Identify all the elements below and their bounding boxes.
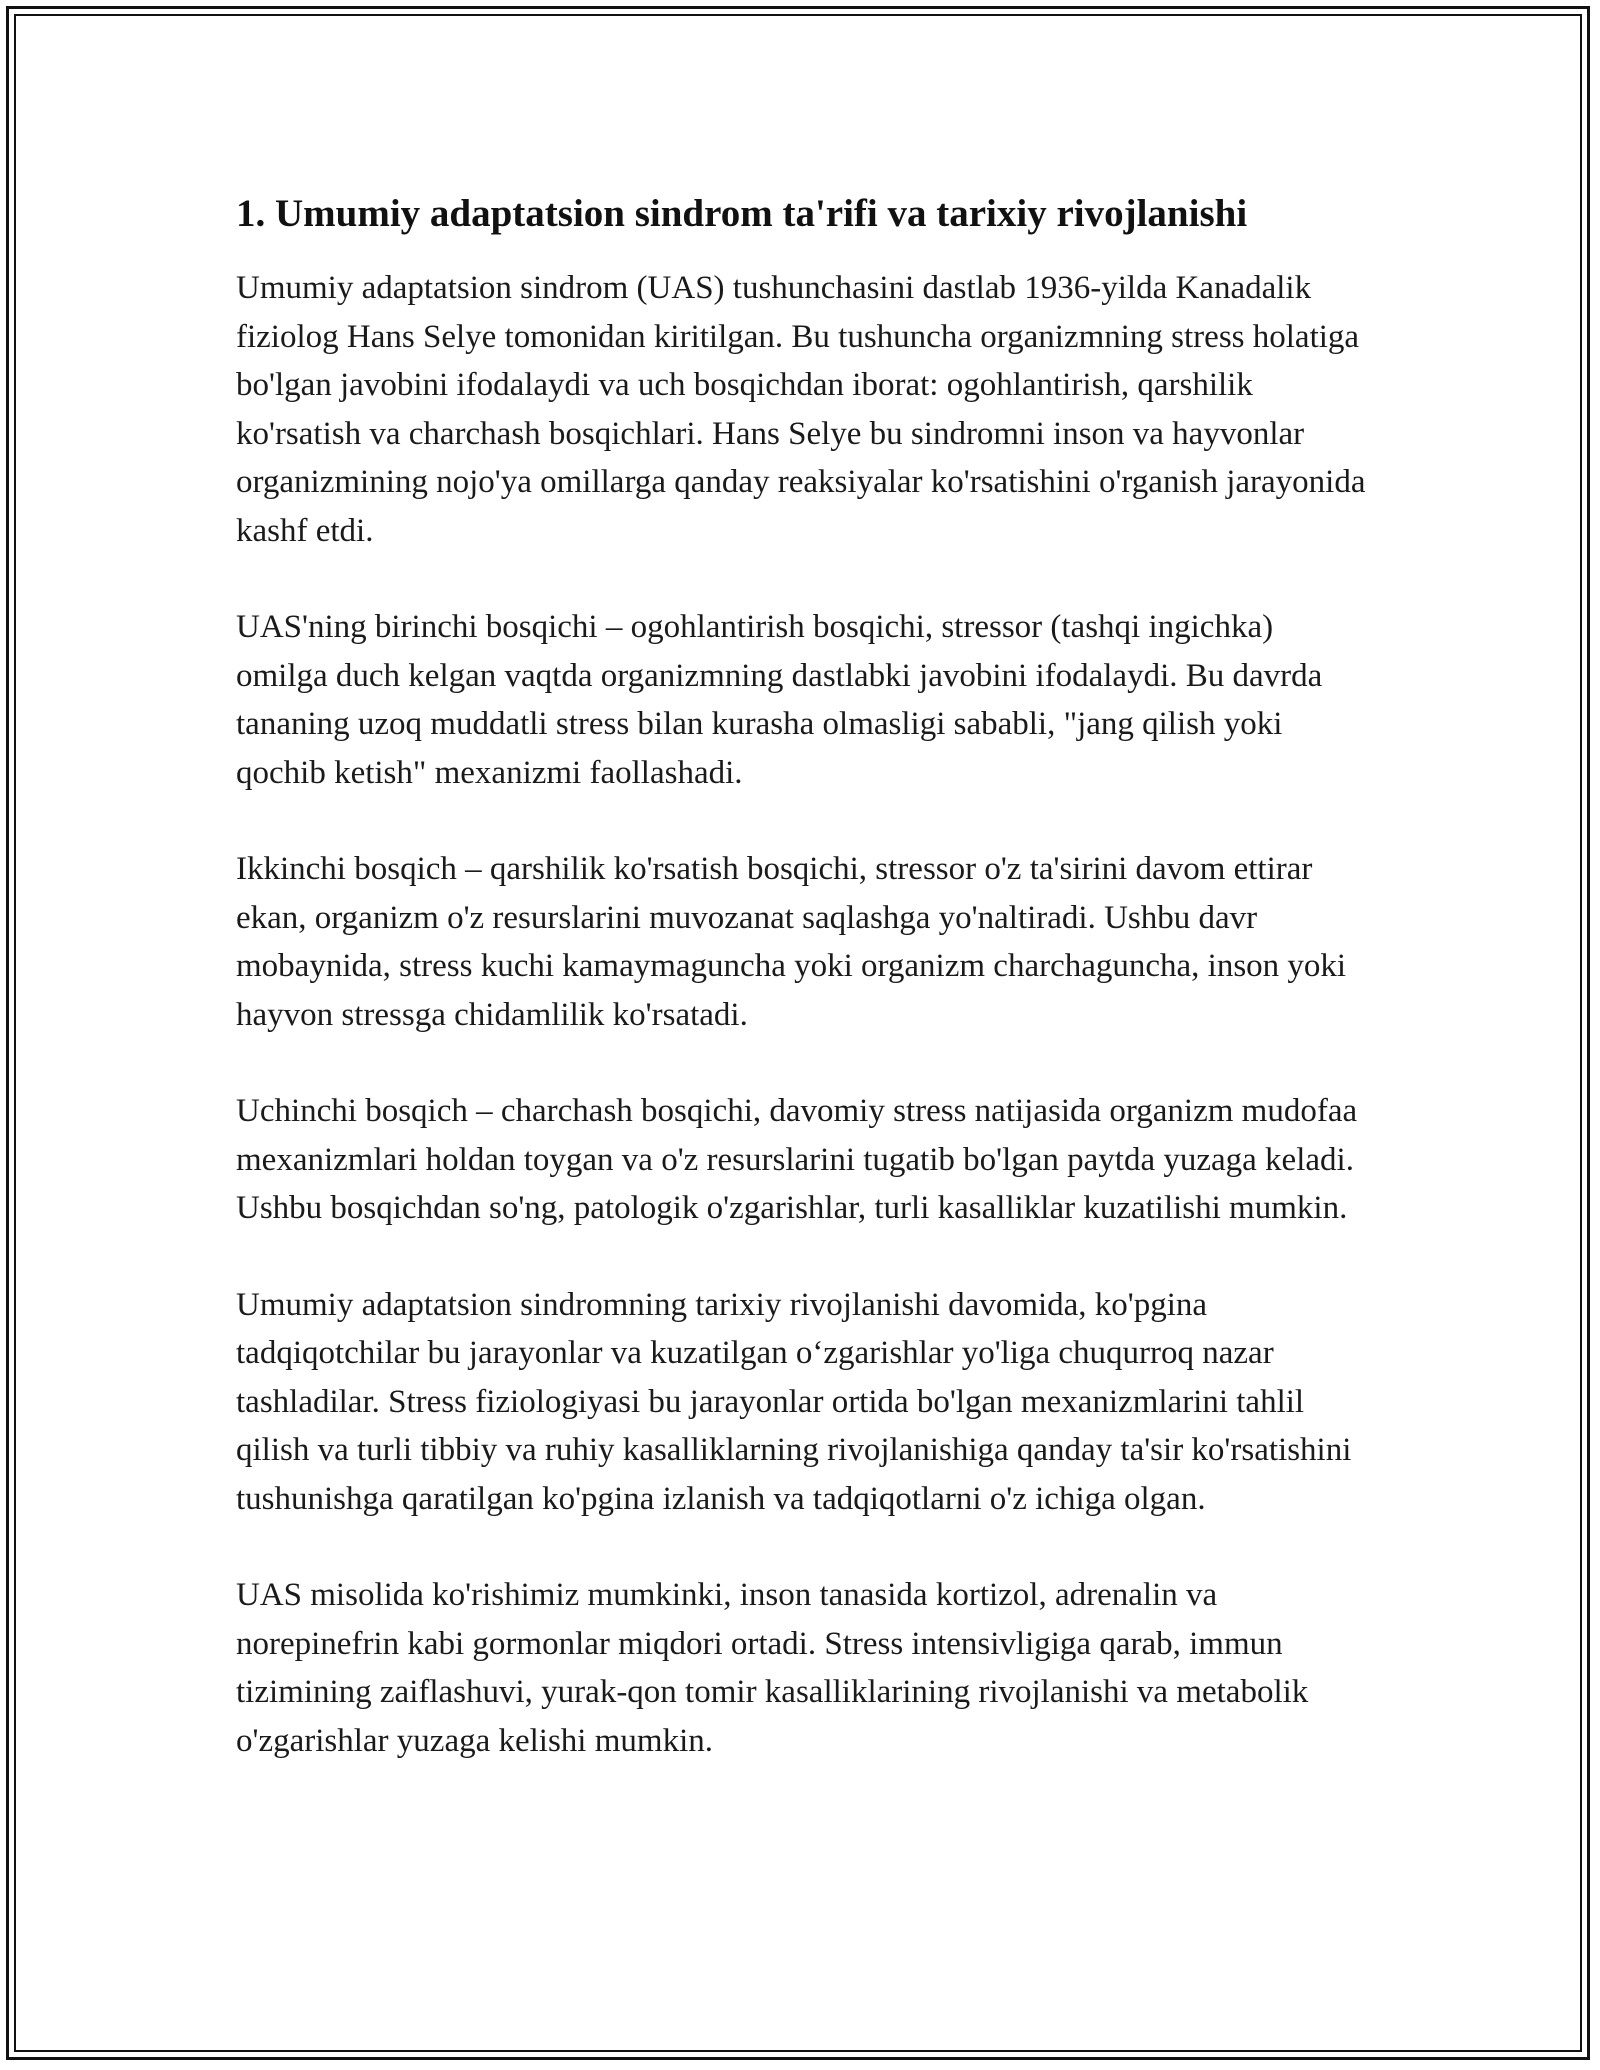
paragraph-historical-development: Umumiy adaptatsion sindromning tarixiy rivojlanishi davomida, ko'pgina tadqiqotchilar bu jarayonlar va kuzatilgan o‘zgarishlar yo'liga chuqurroq nazar tashladilar. Stress fiziologiyasi bu jarayonlar ortida bo'lgan mexanizmlarini tahlil qilish va turli tibbiy va ruhiy kasalliklarning rivojlanishiga qanday ta'sir ko'rsatishini tushunishga qaratilgan ko'pgina izlanish va tadqiqotlarni o'z ichiga olgan.	[236, 1286, 1352, 1517]
document-body	[236, 186, 1366, 1813]
section-heading: 1. Umumiy adaptatsion sindrom ta'rifi va tarixiy rivojlanishi	[236, 192, 1248, 235]
paragraph-hormones: UAS misolida ko'rishimiz mumkinki, inson tanasida kortizol, adrenalin va norepinefrin kabi gormonlar miqdori ortadi. Stress intensivligiga qarab, immun tizimining zaiflashuvi, yurak-qon tomir kasalliklarining rivojlanishi va metabolik o'zgarishlar yuzaga kelishi mumkin.	[236, 1577, 1309, 1759]
paragraph-alarm-stage: UAS'ning birinchi bosqichi – ogohlantirish bosqichi, stressor (tashqi ingichka) omilga duch kelgan vaqtda organizmning dastlabki javobini ifodalaydi. Bu davrda tananing uzoq muddatli stress bilan kurasha olmasligi sababli, "jang qilish yoki qochib ketish" mexanizmi faollashadi.	[236, 609, 1323, 791]
paragraph-exhaustion-stage: Uchinchi bosqich – charchash bosqichi, davomiy stress natijasida organizm mudofaa mexanizmlari holdan toygan va o'z resurslarini tugatib bo'lgan paytda yuzaga keladi. Ushbu bosqichdan so'ng, patologik o'zgarishlar, turli kasalliklar kuzatilishi mumkin.	[236, 1093, 1358, 1226]
paragraph-resistance-stage: Ikkinchi bosqich – qarshilik ko'rsatish bosqichi, stressor o'z ta'sirini davom ettirar ekan, organizm o'z resurslarini muvozanat saqlashga yo'naltiradi. Ushbu davr mobaynida, stress kuchi kamaymaguncha yoki organizm charchaguncha, inson yoki hayvon stressga chidamlilik ko'rsatadi.	[236, 851, 1347, 1033]
paragraph-introduction: Umumiy adaptatsion sindrom (UAS) tushunchasini dastlab 1936-yilda Kanadalik fiziolog Hans Selye tomonidan kiritilgan. Bu tushuncha organizmning stress holatiga bo'lgan javobini ifodalaydi va uch bosqichdan iborat: ogohlantirish, qarshilik ko'rsatish va charchash bosqichlari. Hans Selye bu sindromni inson va hayvonlar organizmining nojo'ya omillarga qanday reaksiyalar ko'rsatishini o'rganish jarayonida kashf etdi.	[236, 270, 1366, 549]
